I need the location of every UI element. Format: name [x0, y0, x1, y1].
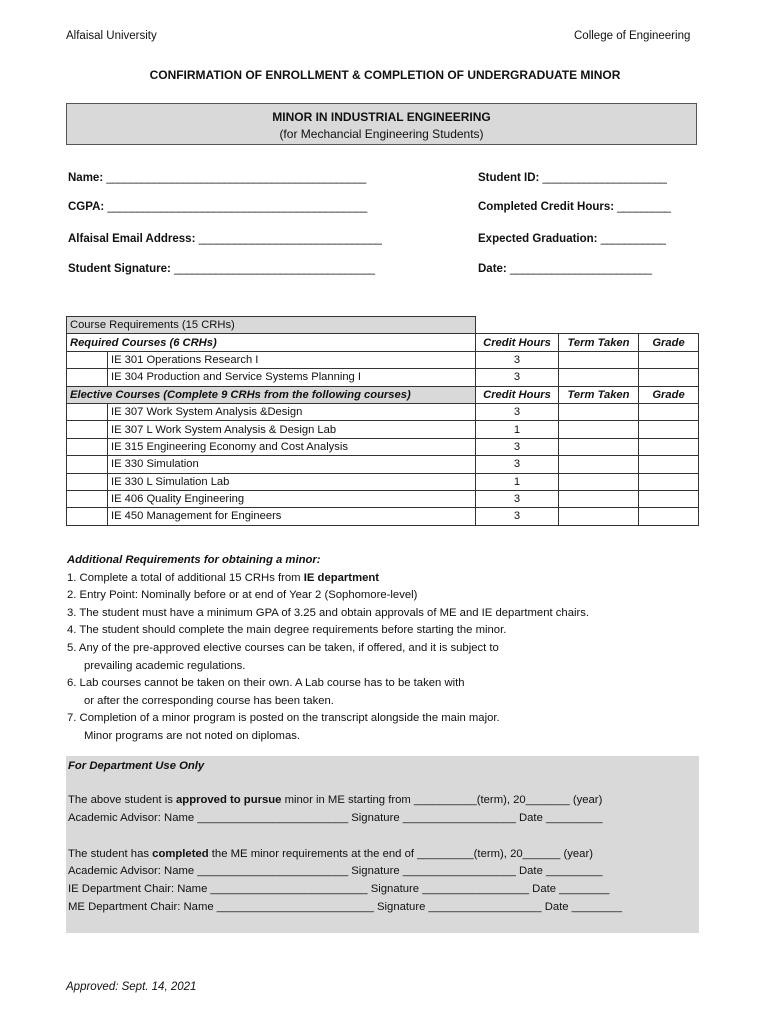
course-name: IE 450 Management for Engineers [108, 508, 476, 525]
credit-hours: 1 [476, 473, 559, 490]
table-row [67, 473, 699, 490]
student-signature-label: Student Signature: [68, 263, 171, 275]
credit-hours: 3 [476, 351, 559, 368]
term-cell[interactable] [559, 508, 639, 525]
university-name: Alfaisal University [66, 30, 157, 42]
requirement-item-6-cont: or after the corresponding course has been taken. [84, 694, 334, 707]
minor-title-box [66, 103, 697, 145]
course-name: IE 301 Operations Research I [108, 351, 476, 368]
term-cell[interactable] [559, 421, 639, 438]
department-use-heading: For Department Use Only [68, 760, 205, 772]
credit-hours: 3 [476, 456, 559, 473]
document-title: CONFIRMATION OF ENROLLMENT & COMPLETION OF UNDERGRADUATE MINOR [149, 68, 621, 82]
term-cell[interactable] [559, 351, 639, 368]
requirement-item-3: 3. The student must have a minimum GPA of 3.25 and obtain approvals of ME and IE department chairs. [67, 606, 590, 619]
table-row [67, 403, 699, 420]
table-row [67, 369, 699, 386]
additional-requirements [67, 552, 589, 746]
student-id-field[interactable] [478, 172, 666, 184]
course-name: IE 315 Engineering Economy and Cost Analysis [108, 438, 476, 455]
minor-title: MINOR IN INDUSTRIAL ENGINEERING [272, 110, 491, 124]
table-row [67, 490, 699, 507]
credit-hours: 1 [476, 421, 559, 438]
table-row [67, 508, 699, 525]
term-cell[interactable] [559, 369, 639, 386]
grade-cell[interactable] [639, 438, 699, 455]
student-id-line[interactable]: _____________________ [542, 172, 667, 184]
col-credit-hours: Credit Hours [476, 334, 559, 351]
credit-hours: 3 [476, 490, 559, 507]
requirement-item-2: 2. Entry Point: Nominally before or at end of Year 2 (Sophomore-level) [67, 589, 418, 602]
date-label: Date: [478, 263, 507, 275]
course-name: IE 330 L Simulation Lab [108, 473, 476, 490]
approved-line[interactable]: The above student is approved to pursue minor in ME starting from __________(term), 20_______ (year) [68, 794, 603, 806]
credit-hours: 3 [476, 403, 559, 420]
email-label: Alfaisal Email Address: [68, 233, 196, 245]
grade-cell[interactable] [639, 456, 699, 473]
grade-cell[interactable] [639, 473, 699, 490]
term-cell[interactable] [559, 456, 639, 473]
requirement-item-1: 1. Complete a total of additional 15 CRHs from IE department [67, 571, 380, 584]
date-line[interactable]: ________________________ [509, 263, 652, 275]
date-field[interactable] [478, 263, 651, 275]
grade-cell[interactable] [639, 351, 699, 368]
term-cell[interactable] [559, 403, 639, 420]
requirement-item-6: 6. Lab courses cannot be taken on their own. A Lab course has to be taken with [67, 677, 465, 690]
credit-hours: 3 [476, 438, 559, 455]
expected-graduation-line[interactable]: ___________ [600, 233, 666, 245]
additional-requirements-heading: Additional Requirements for obtaining a minor: [67, 554, 321, 566]
col-credit-hours: Credit Hours [476, 386, 559, 403]
credit-hours-line[interactable]: _________ [617, 201, 671, 213]
approval-date: Approved: Sept. 14, 2021 [66, 981, 197, 993]
course-name: IE 330 Simulation [108, 456, 476, 473]
expected-graduation-label: Expected Graduation: [478, 233, 598, 245]
credit-hours: 3 [476, 508, 559, 525]
course-name: IE 307 L Work System Analysis & Design Lab [108, 421, 476, 438]
elective-courses-heading: Elective Courses (Complete 9 CRHs from the following courses) [67, 386, 476, 403]
grade-cell[interactable] [639, 508, 699, 525]
course-requirements-table [66, 316, 699, 526]
requirement-item-7: 7. Completion of a minor program is posted on the transcript alongside the main major. [67, 712, 500, 725]
course-name: IE 307 Work System Analysis &Design [108, 403, 476, 420]
credit-hours: 3 [476, 369, 559, 386]
name-field[interactable] [68, 172, 366, 184]
me-chair-line[interactable]: ME Department Chair: Name _________________________ Signature __________________ Date ________ [68, 901, 622, 913]
course-name: IE 304 Production and Service Systems Planning I [108, 369, 476, 386]
email-field[interactable] [68, 233, 381, 245]
course-name: IE 406 Quality Engineering [108, 490, 476, 507]
credit-hours-label: Completed Credit Hours: [478, 201, 615, 213]
required-courses-heading: Required Courses (6 CRHs) [67, 334, 476, 351]
advisor-approval-line[interactable]: Academic Advisor: Name ________________________ Signature __________________ Date _________ [68, 812, 603, 824]
cgpa-field[interactable] [68, 201, 367, 213]
cgpa-line[interactable]: ____________________________________________ [107, 201, 367, 213]
col-term-taken: Term Taken [559, 334, 639, 351]
college-name: College of Engineering [574, 30, 691, 42]
grade-cell[interactable] [639, 403, 699, 420]
grade-cell[interactable] [639, 490, 699, 507]
student-id-label: Student ID: [478, 172, 540, 184]
col-grade: Grade [639, 386, 699, 403]
name-line[interactable]: ____________________________________________ [106, 172, 366, 184]
minor-subtitle: (for Mechancial Engineering Students) [279, 127, 484, 141]
table-row [67, 421, 699, 438]
table-row [67, 456, 699, 473]
credit-hours-field[interactable] [478, 201, 670, 213]
student-signature-field[interactable] [68, 263, 375, 275]
table-row [67, 351, 699, 368]
grade-cell[interactable] [639, 421, 699, 438]
requirement-item-5-cont: prevailing academic regulations. [84, 659, 246, 672]
department-use-box [66, 756, 699, 933]
course-requirements-heading: Course Requirements (15 CRHs) [67, 317, 476, 334]
ie-chair-line[interactable]: IE Department Chair: Name _________________________ Signature _________________ Date ________ [68, 883, 610, 895]
requirement-item-7-cont: Minor programs are not noted on diplomas. [84, 729, 301, 742]
advisor-completion-line[interactable]: Academic Advisor: Name ________________________ Signature __________________ Date _________ [68, 865, 603, 877]
col-grade: Grade [639, 334, 699, 351]
term-cell[interactable] [559, 490, 639, 507]
grade-cell[interactable] [639, 369, 699, 386]
requirement-item-4: 4. The student should complete the main degree requirements before starting the minor. [67, 624, 507, 637]
requirement-item-5: 5. Any of the pre-approved elective courses can be taken, if offered, and it is subject to [67, 641, 499, 654]
completed-line[interactable]: The student has completed the ME minor requirements at the end of _________(term), 20______ (year) [68, 848, 593, 860]
email-line[interactable]: _______________________________ [198, 233, 382, 245]
term-cell[interactable] [559, 438, 639, 455]
term-cell[interactable] [559, 473, 639, 490]
table-row [67, 438, 699, 455]
student-signature-line[interactable]: __________________________________ [174, 263, 375, 275]
col-term-taken: Term Taken [559, 386, 639, 403]
expected-graduation-field[interactable] [478, 233, 666, 245]
cgpa-label: CGPA: [68, 201, 105, 213]
name-label: Name: [68, 172, 104, 184]
